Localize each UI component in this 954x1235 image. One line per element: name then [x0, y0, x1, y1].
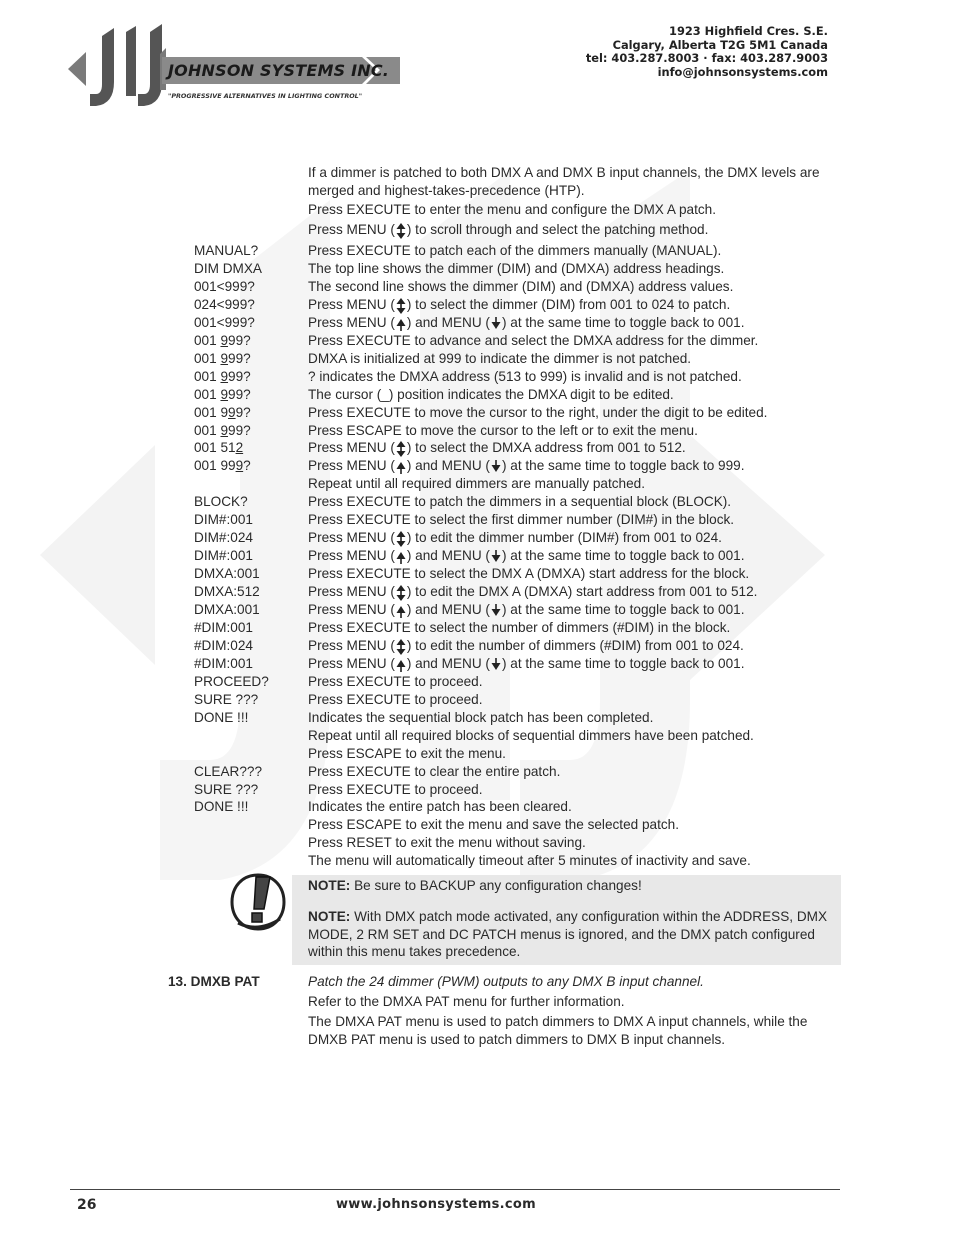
step-description: Press EXECUTE to advance and select the DMXA address for the dimmer.	[308, 332, 759, 348]
step-description: Press MENU ( ) and MENU ( ) at the same time to toggle back to 001.	[308, 314, 745, 330]
up-arrow-icon	[395, 601, 407, 619]
step-description: Press ESCAPE to exit the menu.	[308, 745, 506, 761]
lcd-display-text: PROCEED?	[194, 673, 269, 689]
step-description: Indicates the sequential block patch has been completed.	[308, 709, 654, 725]
step-description: Press MENU ( ) and MENU ( ) at the same time to toggle back to 999.	[308, 458, 745, 474]
company-name: JOHNSON SYSTEMS INC.	[168, 61, 390, 80]
lcd-display-text: #DIM:001	[194, 655, 253, 671]
step-description: Press EXECUTE to move the cursor to the right, under the digit to be edited.	[308, 404, 768, 420]
lcd-display-text: 024<999?	[194, 296, 255, 312]
step-description: Repeat until all required blocks of sequential dimmers have been patched.	[308, 727, 754, 743]
step-description: Press MENU ( ) to edit the number of dimmers (#DIM) from 001 to 024.	[308, 637, 744, 653]
footer-website[interactable]: www.johnsonsystems.com	[336, 1197, 536, 1212]
lcd-display-text: CLEAR???	[194, 763, 263, 779]
intro-paragraph: If a dimmer is patched to both DMX A and DMX B input channels, the DMX levels are merged and highest-takes-precedence (HTP).	[308, 165, 820, 198]
step-description: Press EXECUTE to clear the entire patch.	[308, 763, 561, 779]
down-arrow-icon	[490, 601, 502, 619]
up-down-arrow-icon	[395, 221, 407, 239]
section-summary: Patch the 24 dimmer (PWM) outputs to any DMX B input channel.	[308, 974, 704, 989]
down-arrow-icon	[490, 547, 502, 565]
intro-menu-text: Press MENU ( ) to scroll through and select the patching method.	[308, 222, 709, 237]
lcd-display-text: DONE !!!	[194, 799, 249, 815]
step-description: The second line shows the dimmer (DIM) and (DMXA) address values.	[308, 278, 734, 294]
address-city: Calgary, Alberta T2G 5M1 Canada	[612, 37, 828, 52]
step-description: Press MENU ( ) and MENU ( ) at the same time to toggle back to 001.	[308, 548, 745, 564]
warning-note-icon	[230, 873, 286, 931]
intro-execute: Press EXECUTE to enter the menu and configure the DMX A patch.	[308, 202, 717, 217]
down-arrow-icon	[490, 655, 502, 673]
note-dmx-patch: NOTE: With DMX patch mode activated, any configuration within the ADDRESS, DMX MODE, 2 RM SET and DC PATCH menus is ignored, and the DMX patch configured within this menu takes precedence.	[308, 909, 828, 959]
step-description: Press EXECUTE to patch the dimmers in a sequential block (BLOCK).	[308, 494, 732, 510]
up-down-arrow-icon	[395, 583, 407, 601]
step-description: ? indicates the DMXA address (513 to 999) is invalid and is not patched.	[308, 368, 742, 384]
lcd-display-text: MANUAL?	[194, 243, 259, 258]
contact-phone: tel: 403.287.8003 · fax: 403.287.9003	[585, 51, 828, 66]
down-arrow-icon	[490, 457, 502, 475]
step-description: The top line shows the dimmer (DIM) and (DMXA) address headings.	[308, 260, 725, 276]
step-description: Press MENU ( ) to edit the dimmer number (DIM#) from 001 to 024.	[308, 530, 722, 546]
lcd-display-text: DONE !!!	[194, 709, 249, 725]
page-number: 26	[77, 1197, 97, 1213]
step-description: The cursor (_) position indicates the DMXA digit to be edited.	[308, 386, 674, 402]
section-heading-dmxb: 13. DMXB PAT	[168, 974, 260, 989]
lcd-display-text: 001 999?	[194, 368, 251, 384]
up-arrow-icon	[395, 457, 407, 475]
contact-email: info@johnsonsystems.com	[657, 64, 828, 79]
step-description: Press MENU ( ) and MENU ( ) at the same time to toggle back to 001.	[308, 602, 745, 617]
lcd-display-text: BLOCK?	[194, 494, 248, 510]
lcd-display-text: SURE ???	[194, 691, 259, 707]
step-description: Press MENU ( ) to select the DMXA address from 001 to 512.	[308, 440, 686, 456]
lcd-display-text: DIM DMXA	[194, 260, 262, 276]
up-down-arrow-icon	[395, 296, 407, 314]
step-description: Press EXECUTE to proceed.	[308, 673, 483, 689]
step-description: The menu will automatically timeout after 5 minutes of inactivity and save.	[308, 853, 751, 869]
step-description: Press MENU ( ) and MENU ( ) at the same time to toggle back to 001.	[308, 655, 745, 671]
lcd-display-text: 001 999?	[194, 458, 251, 474]
lcd-display-text: DMXA:512	[194, 584, 260, 600]
note-backup: NOTE: Be sure to BACKUP any configuration changes!	[308, 878, 642, 893]
lcd-display-text: DIM#:024	[194, 530, 253, 546]
lcd-display-text: #DIM:024	[194, 637, 253, 653]
footer-divider	[70, 1189, 840, 1190]
company-tagline: "PROGRESSIVE ALTERNATIVES IN LIGHTING CONTROL"	[168, 92, 363, 100]
up-down-arrow-icon	[395, 529, 407, 547]
step-description: Press ESCAPE to exit the menu and save the selected patch.	[308, 817, 680, 833]
step-description: Press EXECUTE to select the number of dimmers (#DIM) in the block.	[308, 619, 731, 635]
up-down-arrow-icon	[395, 439, 407, 457]
lcd-display-text: 001<999?	[194, 278, 255, 294]
step-description: Press ESCAPE to move the cursor to the left or to exit the menu.	[308, 422, 698, 438]
lcd-display-text: SURE ???	[194, 781, 259, 797]
address-street: 1923 Highfield Cres. S.E.	[669, 24, 828, 38]
lcd-display-text: DIM#:001	[194, 512, 253, 528]
step-description: Press EXECUTE to proceed.	[308, 691, 483, 707]
step-description: Press EXECUTE to select the DMX A (DMXA) start address for the block.	[308, 566, 750, 582]
up-arrow-icon	[395, 655, 407, 673]
step-description: Indicates the entire patch has been cleared.	[308, 799, 572, 815]
step-description: Press MENU ( ) to select the dimmer (DIM) from 001 to 024 to patch.	[308, 296, 731, 312]
step-description: Press EXECUTE to proceed.	[308, 781, 483, 797]
company-address	[586, 25, 828, 79]
section-description: The DMXA PAT menu is used to patch dimmers to DMX A input channels, while the DMXB PAT menu is used to patch dimmers to DMX B input channels.	[308, 1014, 808, 1047]
lcd-display-text: 001 999?	[194, 404, 251, 420]
lcd-display-text: #DIM:001	[194, 619, 253, 635]
step-description: Press MENU ( ) to edit the DMX A (DMXA) start address from 001 to 512.	[308, 584, 758, 600]
lcd-display-text: 001 512	[194, 440, 244, 456]
step-description: DMXA is initialized at 999 to indicate the dimmer is not patched.	[308, 350, 692, 366]
step-description: Repeat until all required dimmers are manually patched.	[308, 476, 645, 492]
lcd-display-text: DMXA:001	[194, 566, 260, 582]
down-arrow-icon	[490, 314, 502, 332]
lcd-display-text: DIM#:001	[194, 548, 253, 564]
lcd-display-text: DMXA:001	[194, 602, 260, 617]
up-arrow-icon	[395, 314, 407, 332]
up-arrow-icon	[395, 547, 407, 565]
step-description: Press EXECUTE to patch each of the dimmers manually (MANUAL).	[308, 243, 722, 258]
lcd-display-text: 001 999?	[194, 386, 251, 402]
lcd-display-text: 001 999?	[194, 422, 251, 438]
lcd-display-text: 001 999?	[194, 350, 251, 366]
lcd-display-text: 001<999?	[194, 314, 255, 330]
up-down-arrow-icon	[395, 637, 407, 655]
section-reference: Refer to the DMXA PAT menu for further information.	[308, 994, 625, 1009]
step-description: Press RESET to exit the menu without saving.	[308, 835, 586, 851]
lcd-display-text: 001 999?	[194, 332, 251, 348]
step-description: Press EXECUTE to select the first dimmer number (DIM#) in the block.	[308, 512, 735, 528]
